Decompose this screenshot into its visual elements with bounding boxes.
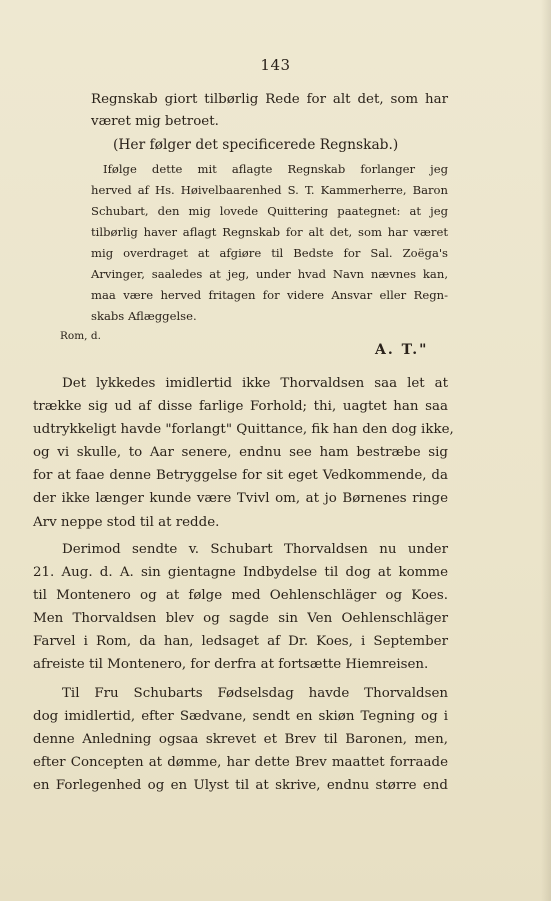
paragraph-line: denne Anledning ogsaa skrevet et Brev til Baronen, men,: [33, 732, 448, 747]
page-edge-shadow: [541, 0, 551, 901]
statement-line: herved af Hs. Høivelbaarenhed S. T. Kammerherre, Baron: [91, 183, 448, 197]
statement-line: Ifølge dette mit aflagte Regnskab forlanger jeg: [103, 162, 448, 176]
letter-line: Regnskab giort tilbørlig Rede for alt det, som har: [91, 92, 448, 107]
paragraph-line: udtrykkeligt havde "forlangt" Quittance, fik han den dog ikke,: [33, 422, 454, 437]
paragraph-line: Det lykkedes imidlertid ikke Thorvaldsen saa let at: [62, 376, 448, 391]
section-heading: (Her følger det specificerede Regnskab.): [113, 137, 399, 153]
signature: A. T.": [375, 342, 429, 358]
paragraph-line: 21. Aug. d. A. sin gientagne Indbydelse til dog at komme: [33, 565, 448, 580]
letter-line: været mig betroet.: [91, 114, 219, 129]
paragraph-line: afreiste til Montenero, for derfra at fortsætte Hiemreisen.: [33, 657, 429, 672]
page-number: 143: [260, 56, 291, 74]
paragraph-line: Arv neppe stod til at redde.: [33, 515, 220, 530]
statement-line: skabs Aflæggelse.: [91, 309, 197, 323]
paragraph-line: Til Fru Schubarts Fødselsdag havde Thorvaldsen: [62, 686, 448, 701]
paragraph-line: Men Thorvaldsen blev og sagde sin Ven Oehlenschläger: [33, 611, 448, 626]
statement-line: tilbørlig haver aflagt Regnskab for alt det, som har været: [91, 225, 448, 239]
statement-line: maa være herved fritagen for videre Ansvar eller Regn-: [91, 288, 448, 302]
paragraph-line: Derimod sendte v. Schubart Thorvaldsen nu under: [62, 542, 448, 557]
paragraph-line: og vi skulle, to Aar senere, endnu see ham bestræbe sig: [33, 445, 448, 460]
paragraph-line: trække sig ud af disse farlige Forhold; thi, uagtet han saa: [33, 399, 448, 414]
paragraph-line: dog imidlertid, efter Sædvane, sendt en skiøn Tegning og i: [33, 709, 448, 724]
place-date: Rom, d.: [60, 330, 101, 342]
paragraph-line: til Montenero og at følge med Oehlenschläger og Koes.: [33, 588, 448, 603]
paragraph-line: for at faae denne Betryggelse for sit eget Vedkommende, da: [33, 468, 448, 483]
paragraph-line: efter Concepten at dømme, har dette Brev maattet forraade: [33, 755, 448, 770]
statement-line: Arvinger, saaledes at jeg, under hvad Navn nævnes kan,: [91, 267, 448, 281]
paragraph-line: en Forlegenhed og en Ulyst til at skrive, endnu større end: [33, 778, 448, 793]
paragraph-line: der ikke længer kunde være Tvivl om, at jo Børnenes ringe: [33, 491, 448, 506]
statement-line: Schubart, den mig lovede Quittering paategnet: at jeg: [91, 204, 448, 218]
statement-line: mig overdraget at afgiøre til Bedste for Sal. Zoëga's: [91, 246, 448, 260]
paragraph-line: Farvel i Rom, da han, ledsaget af Dr. Koes, i September: [33, 634, 448, 649]
